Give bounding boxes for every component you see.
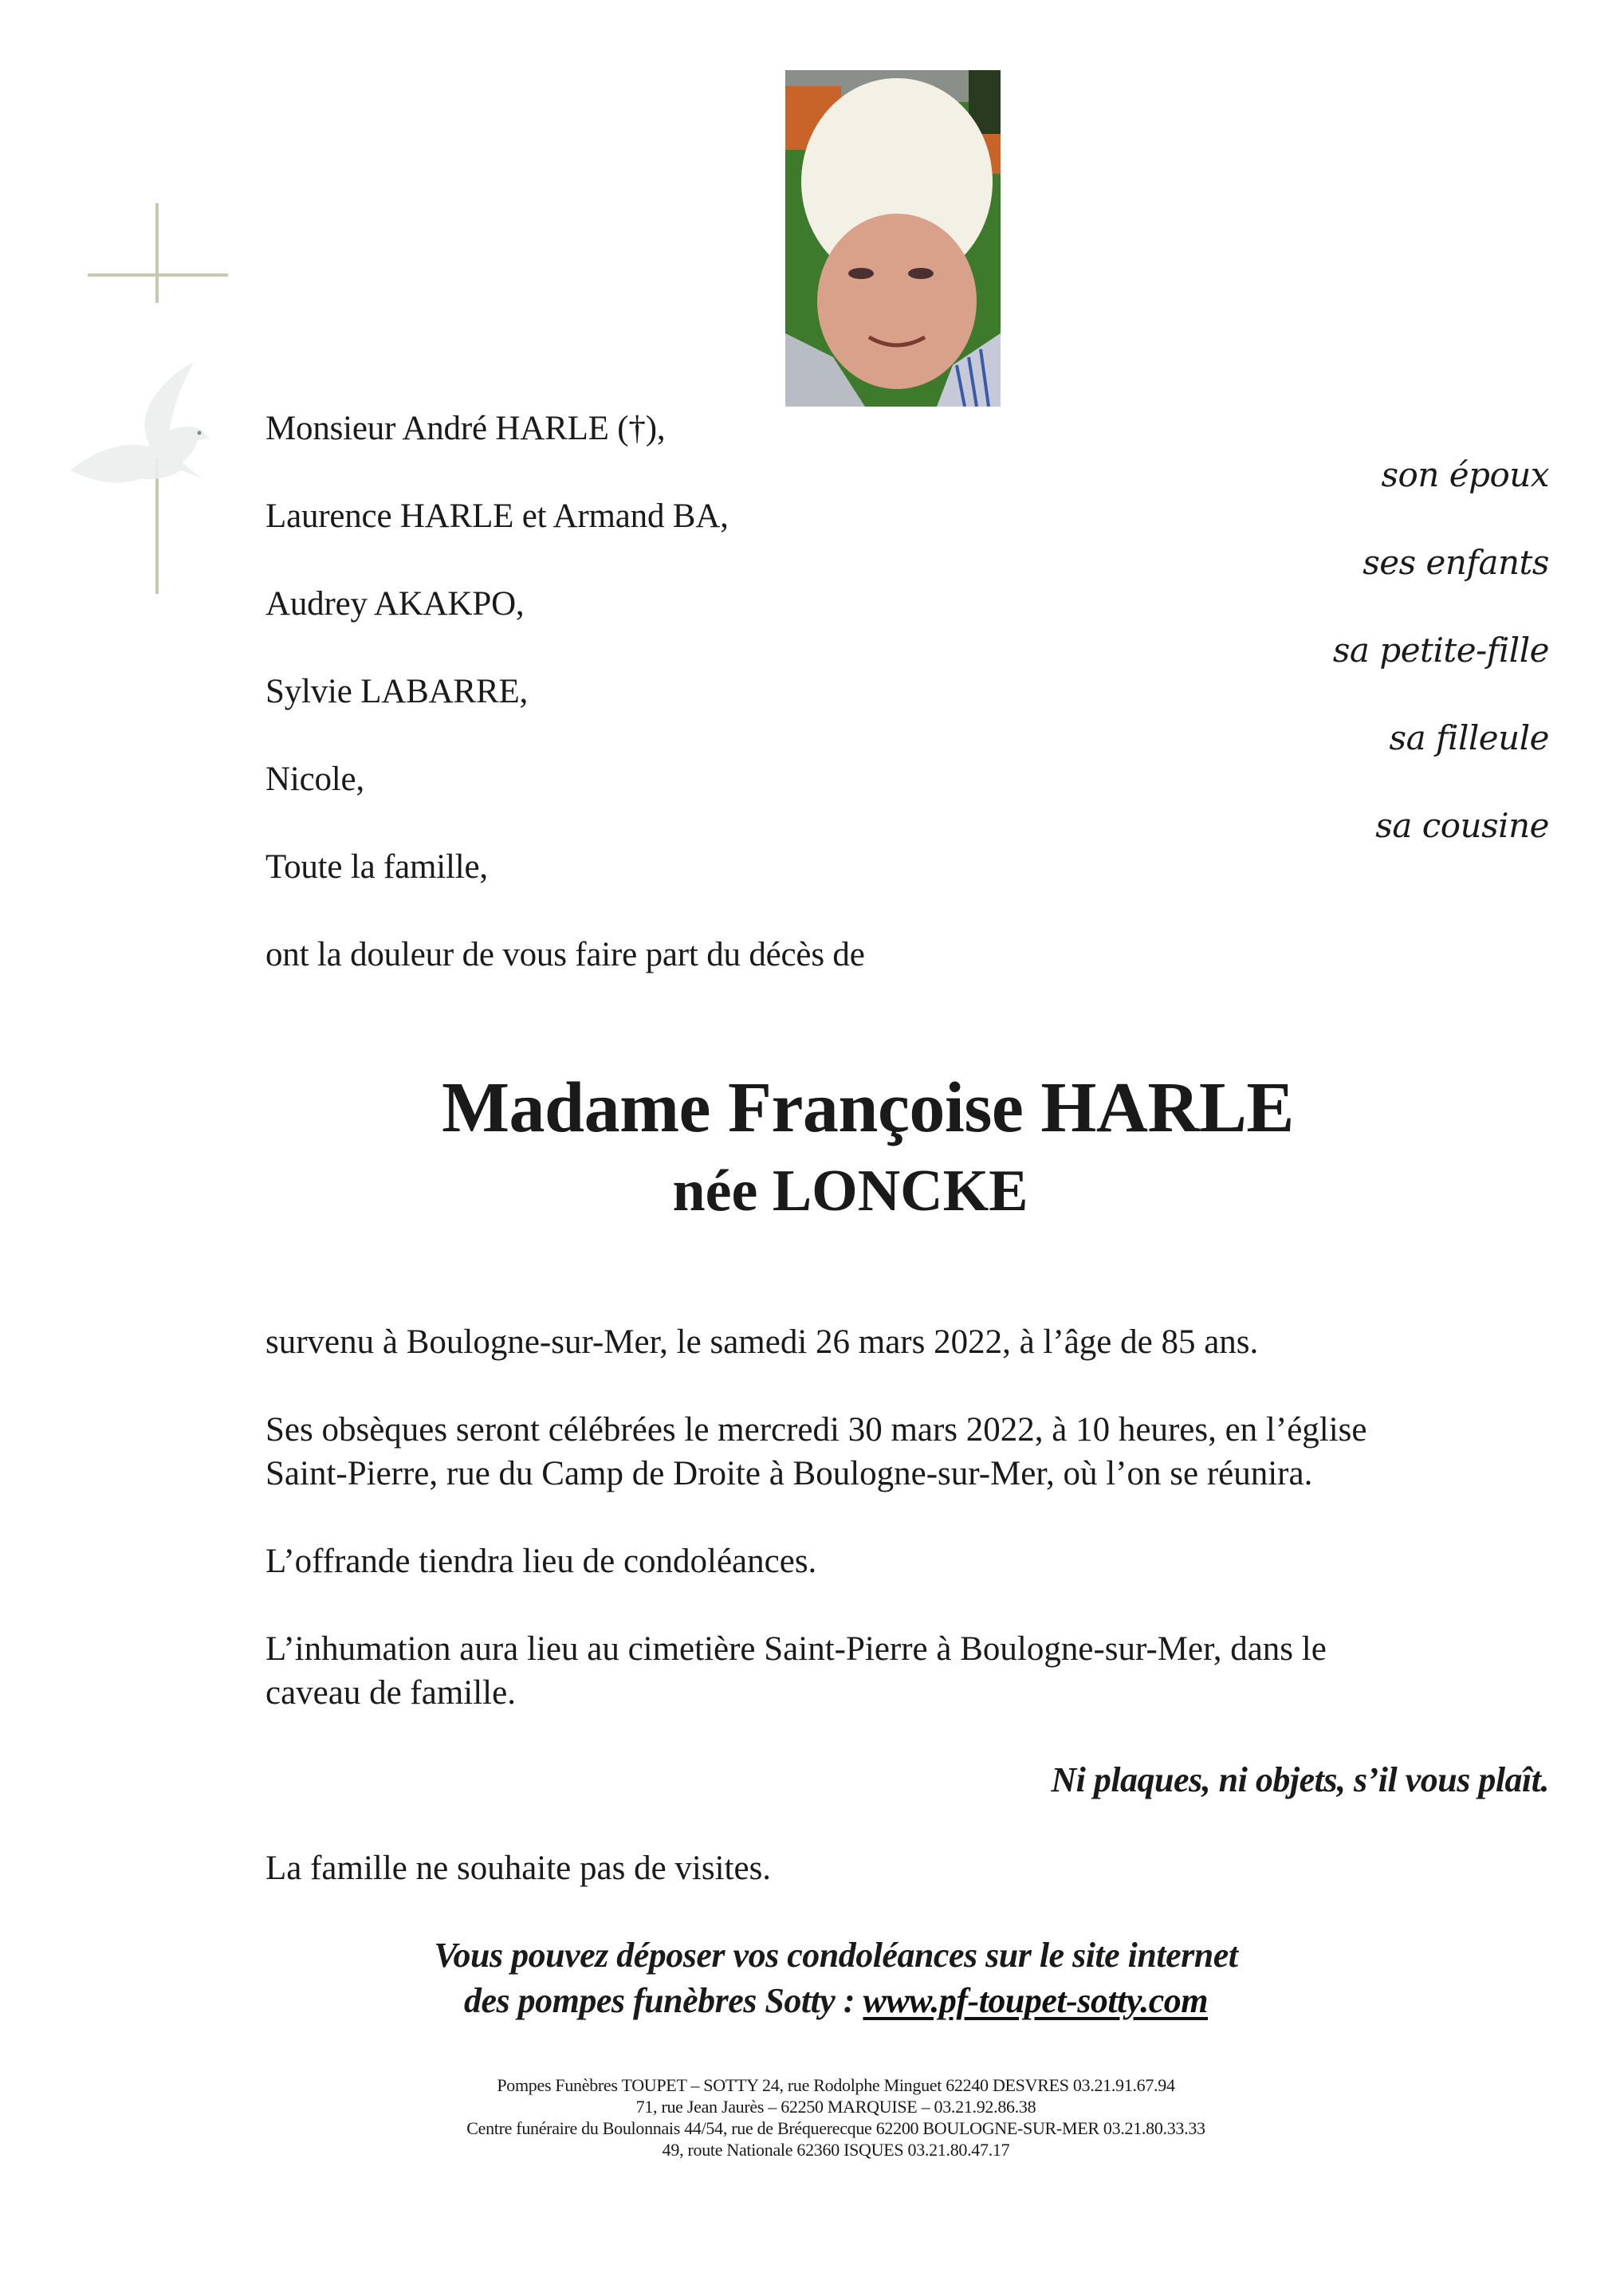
family-member: Monsieur André HARLE (†), [265,410,666,447]
family-relation: sa filleule [1389,718,1549,757]
deceased-name: Madame Françoise HARLE [442,1068,1294,1147]
condolences-prefix: des pompes funèbres Sotty : [463,1981,863,2020]
funeral-paragraph-line2: Saint-Pierre, rue du Camp de Droite à Boulogne-sur-Mer, où l’on se réunira. [265,1455,1313,1492]
no-visits-notice: La famille ne souhaite pas de visites. [265,1850,772,1887]
portrait-photo [785,70,1001,407]
offering-paragraph: L’offrande tiendra lieu de condoléances. [265,1543,817,1580]
footer-line: Pompes Funèbres TOUPET – SOTTY 24, rue Rodolphe Minguet 62240 DESVRES 03.21.91.67.94 [497,2075,1175,2095]
deceased-maiden-name: née LONCKE [672,1158,1028,1224]
family-member: Audrey AKAKPO, [265,585,525,623]
announcement-text: ont la douleur de vous faire part du décès de [265,936,865,973]
death-paragraph: survenu à Boulogne-sur-Mer, le samedi 26 mars 2022, à l’âge de 85 ans. [265,1323,1259,1361]
footer-line: 71, rue Jean Jaurès – 62250 MARQUISE – 03.21.92.86.38 [635,2097,1036,2117]
condolences-line1: Vous pouvez déposer vos condoléances sur le site internet [434,1936,1238,1975]
family-relation: sa cousine [1375,806,1549,845]
family-relation: sa petite-fille [1332,631,1549,670]
dove-icon [62,351,222,510]
family-relation: son époux [1381,455,1549,494]
family-member: Toute la famille, [265,848,488,886]
family-member: Nicole, [265,761,364,798]
footer-line: Centre funéraire du Boulonnais 44/54, rue de Bréquerecque 62200 BOULOGNE-SUR-MER 03.21.80.33.33 [466,2118,1205,2138]
family-member: Sylvie LABARRE, [265,673,529,710]
footer-line: 49, route Nationale 62360 ISQUES 03.21.80.47.17 [662,2140,1010,2160]
burial-paragraph-line1: L’inhumation aura lieu au cimetière Saint-Pierre à Boulogne-sur-Mer, dans le [265,1630,1327,1668]
portrait-photo-icon [785,70,1001,407]
family-relation: ses enfants [1363,543,1549,582]
condolences-line2 [24,1979,1624,2023]
no-plaques-notice: Ni plaques, ni objets, s’il vous plaît. [1051,1760,1549,1799]
burial-paragraph-line2: caveau de famille. [265,1674,516,1712]
family-member: Laurence HARLE et Armand BA, [265,497,729,535]
funeral-paragraph-line1: Ses obsèques seront célébrées le mercredi 30 mars 2022, à 10 heures, en l’église [265,1411,1367,1449]
condolences-link[interactable]: www.pf-toupet-sotty.com [863,1981,1209,2020]
cross-icon-upper [155,203,159,303]
